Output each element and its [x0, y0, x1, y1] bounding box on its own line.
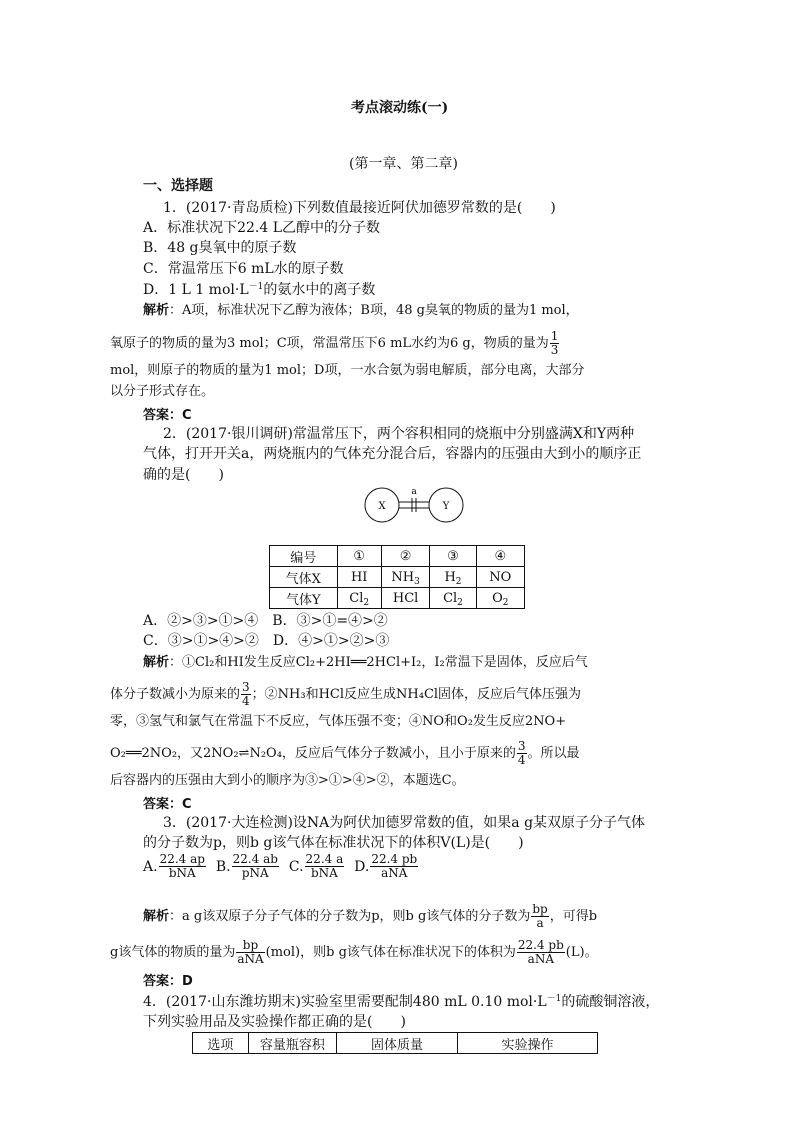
q3-fraction-a-den: a	[536, 916, 544, 930]
q3-option-b	[215, 852, 280, 880]
q4-table-header-cell: 选项	[193, 1033, 249, 1054]
q3-answer: 答案：D	[143, 974, 193, 989]
q4-table-header-cell: 实验操作	[458, 1033, 598, 1054]
q1-analysis-text-1: ：A项，标准状况下乙醇为液体；B项，48 g臭氧的物质的量为1 mol，	[169, 303, 579, 318]
q3-option-c-den: bNA	[310, 866, 338, 880]
q3-analysis-text-1b: ，可得b	[549, 909, 598, 924]
q3-analysis-line-2	[110, 939, 598, 966]
q1-analysis-line-3: mol，则原子的物质的量为1 mol；D项，一水合氨为弱电解质，部分电离，大部分	[110, 363, 585, 378]
table-cell	[476, 588, 524, 609]
q2-stem-line-2: 气体，打开开关a，两烧瓶内的气体充分混合后，容器内的压强由大到小的顺序正	[143, 446, 642, 462]
q4-table-header-cell: 固体质量	[337, 1033, 458, 1054]
cell-formula-sub: 3	[414, 576, 420, 587]
q1-analysis-line-4: 以分子形式存在。	[110, 384, 215, 399]
q3-fraction-b	[236, 939, 264, 966]
q3-option-a-den: bNA	[168, 866, 196, 880]
q4-table-header-row	[193, 1033, 598, 1054]
table-header-cell: ④	[476, 546, 524, 567]
table-row-label: 气体Y	[270, 588, 338, 609]
q3-option-d-fraction	[370, 853, 418, 880]
q3-option-b-den: pNA	[241, 866, 269, 880]
q4-stem-text-1b: 的硫酸铜溶液，	[561, 994, 660, 1010]
q2-stem-line-1: 2．(2017·银川调研)常温常压下，两个容积相同的烧瓶中分别盛满X和Y两种	[163, 426, 635, 442]
table-header-cell: ②	[381, 546, 429, 567]
cell-formula-sub: 2	[457, 597, 463, 608]
q3-options	[143, 853, 419, 880]
q2-fraction-2-den: 4	[517, 753, 526, 767]
q3-option-b-label: B.	[215, 858, 231, 875]
table-cell	[381, 567, 429, 588]
q2-fraction-1	[241, 681, 251, 708]
q2-analysis-line-3: 零，③氢气和氯气在常温下不反应，气体压强不变；④NO和O₂发生反应2NO+	[110, 714, 567, 729]
q3-fraction-b-num: bp	[236, 939, 264, 953]
cell-formula: H	[444, 569, 456, 585]
cell-formula: Cl	[443, 590, 458, 606]
cell-formula-sub: 2	[502, 597, 509, 608]
q3-option-c-label: C.	[288, 858, 304, 875]
q1-fraction-num: 1	[550, 329, 559, 343]
q2-analysis-text-2b: ；②NH₃和HCl反应生成NH₄Cl固体，反应后气体压强为	[251, 687, 582, 702]
q2-stem-line-3: 确的是( )	[143, 467, 224, 483]
cell-formula: Cl	[349, 590, 364, 606]
cell-formula-sub: 2	[363, 597, 370, 608]
q2-analysis-text-2a: 体分子数减小为原来的	[110, 687, 241, 702]
gas-table	[269, 545, 525, 609]
q3-fraction-a-num: bp	[532, 902, 548, 916]
q4-table	[192, 1032, 598, 1054]
q3-analysis-line-1	[143, 903, 597, 930]
q3-option-d-den: aNA	[381, 866, 408, 880]
q1-analysis-text-2: 氧原子的物质的量为3 mol；C项，常温常压下6 mL水约为6 g，物质的量为	[110, 336, 549, 351]
table-header-cell: 编号	[270, 546, 338, 567]
chapter-subtitle: (第一章、第二章)	[349, 156, 458, 172]
valve-label: a	[411, 487, 417, 497]
q3-option-d	[354, 852, 419, 880]
q3-option-c	[288, 852, 345, 880]
q2-options-cd: C．③>①>④>② D．④>①>②>③	[143, 633, 390, 649]
q1-option-d-pre: D．1 L 1 mol·L	[143, 282, 249, 298]
cell-formula: HCl	[392, 590, 419, 606]
q1-fraction-den: 3	[550, 343, 559, 357]
q4-stem-line-1	[143, 992, 659, 1012]
q1-fraction	[550, 330, 560, 357]
q2-analysis-text-1: ：①Cl₂和HI发生反应Cl₂+2HI══2HCl+I₂，I₂常温下是固体，反应后气	[169, 655, 588, 670]
q3-analysis-text-1a: ：a g该双原子分子气体的分子数为p，则b g该气体的分子数为	[169, 909, 531, 924]
q2-fraction-1-den: 4	[242, 694, 250, 708]
flask-x-label: X	[378, 501, 386, 512]
q4-stem-text-1a: 4．(2017·山东潍坊期末)实验室里需要配制480 mL 0.10 mol·L	[143, 994, 547, 1010]
cell-formula: O	[492, 590, 503, 606]
q2-answer: 答案：C	[143, 797, 192, 812]
q1-option-d	[143, 280, 375, 300]
q1-stem: 1．(2017·青岛质检)下列数值最接近阿伏加德罗常数的是( )	[163, 200, 556, 216]
table-row-label: 气体X	[270, 567, 338, 588]
q3-option-b-num: 22.4 ab	[232, 852, 278, 866]
q2-analysis-text-4a: O₂══2NO₂，又2NO₂⇌N₂O₄，反应后气体分子数减小，且小于原来的	[110, 746, 516, 761]
q4-stem-line-2: 下列实验用品及实验操作都正确的是( )	[143, 1014, 406, 1030]
gas-table-header-row	[270, 546, 525, 567]
gas-table-row-y	[270, 588, 525, 609]
q3-fraction-b-den: aNA	[237, 952, 264, 966]
q1-option-c: C．常温常压下6 mL水的原子数	[143, 261, 344, 277]
q3-option-a-fraction	[159, 853, 206, 880]
q1-analysis-line-1	[143, 301, 579, 321]
flask-diagram	[362, 483, 466, 527]
q3-analysis-text-2b: (mol)，则b g该气体在标准状况下的体积为	[265, 945, 516, 960]
cell-formula: HI	[350, 569, 368, 585]
q1-option-b: B．48 g臭氧中的原子数	[143, 240, 297, 256]
q3-fraction-c-num: 22.4 pb	[517, 938, 564, 952]
q2-analysis-line-1	[143, 653, 588, 673]
table-header-cell: ③	[430, 546, 476, 567]
section-heading: 一、选择题	[143, 178, 213, 194]
flask-y-label: Y	[442, 501, 450, 512]
q2-options-ab: A．②>③>①>④ B．③>①=④>②	[143, 613, 388, 629]
q3-option-d-label: D.	[354, 858, 370, 875]
q3-option-c-fraction	[305, 853, 345, 880]
q3-option-a-label: A.	[143, 858, 158, 875]
q3-analysis-label: 解析	[143, 909, 170, 924]
q2-fraction-2	[517, 740, 527, 767]
q1-analysis-line-2	[110, 330, 560, 357]
gas-table-row-x	[270, 567, 525, 588]
q2-analysis-label: 解析	[143, 655, 170, 670]
table-cell	[430, 588, 476, 609]
q1-option-a: A．标准状况下22.4 L乙醇中的分子数	[143, 220, 381, 236]
table-cell	[337, 588, 381, 609]
table-cell	[337, 567, 381, 588]
q3-fraction-a	[531, 903, 548, 930]
q1-option-d-sup: －1	[248, 282, 264, 292]
table-cell	[381, 588, 429, 609]
q2-fraction-2-num: 3	[517, 739, 526, 753]
q2-analysis-line-4	[110, 740, 580, 767]
q3-option-a-num: 22.4 ap	[159, 852, 205, 866]
q3-option-b-fraction	[232, 853, 279, 880]
q3-analysis-text-2a: g该气体的物质的量为	[110, 945, 236, 960]
q3-analysis-text-2c: (L)。	[565, 945, 598, 960]
q2-fraction-1-num: 3	[242, 680, 250, 694]
q3-option-c-num: 22.4 a	[305, 852, 344, 866]
q1-answer: 答案：C	[143, 408, 192, 423]
q2-analysis-line-2	[110, 681, 581, 708]
cell-formula: NO	[489, 569, 512, 585]
q2-analysis-text-4b: 。所以最	[527, 746, 580, 761]
q3-fraction-c-den: aNA	[527, 952, 554, 966]
q3-stem-line-2: 的分子数为p，则b g该气体在标准状况下的体积V(L)是( )	[143, 835, 524, 851]
table-header-cell: ①	[337, 546, 381, 567]
q1-analysis-label: 解析	[143, 303, 170, 318]
q4-table-header-cell: 容量瓶容积	[248, 1033, 336, 1054]
cell-formula-sub: 2	[455, 576, 462, 587]
q3-option-a	[143, 852, 207, 880]
cell-formula: NH	[391, 569, 415, 585]
q2-analysis-line-5: 后容器内的压强由大到小的顺序为③>①>④>②，本题选C。	[110, 773, 465, 788]
q1-option-d-post: 的氨水中的离子数	[263, 282, 376, 298]
q3-fraction-c	[517, 939, 565, 966]
q3-stem-line-1: 3．(2017·大连检测)设NA为阿伏加德罗常数的值，如果a g某双原子分子气体	[163, 815, 646, 831]
table-cell	[476, 567, 524, 588]
table-cell	[430, 567, 476, 588]
q3-option-d-num: 22.4 pb	[371, 852, 418, 866]
q4-stem-sup: －1	[546, 994, 562, 1004]
page-title: 考点滚动练(一)	[351, 100, 449, 116]
